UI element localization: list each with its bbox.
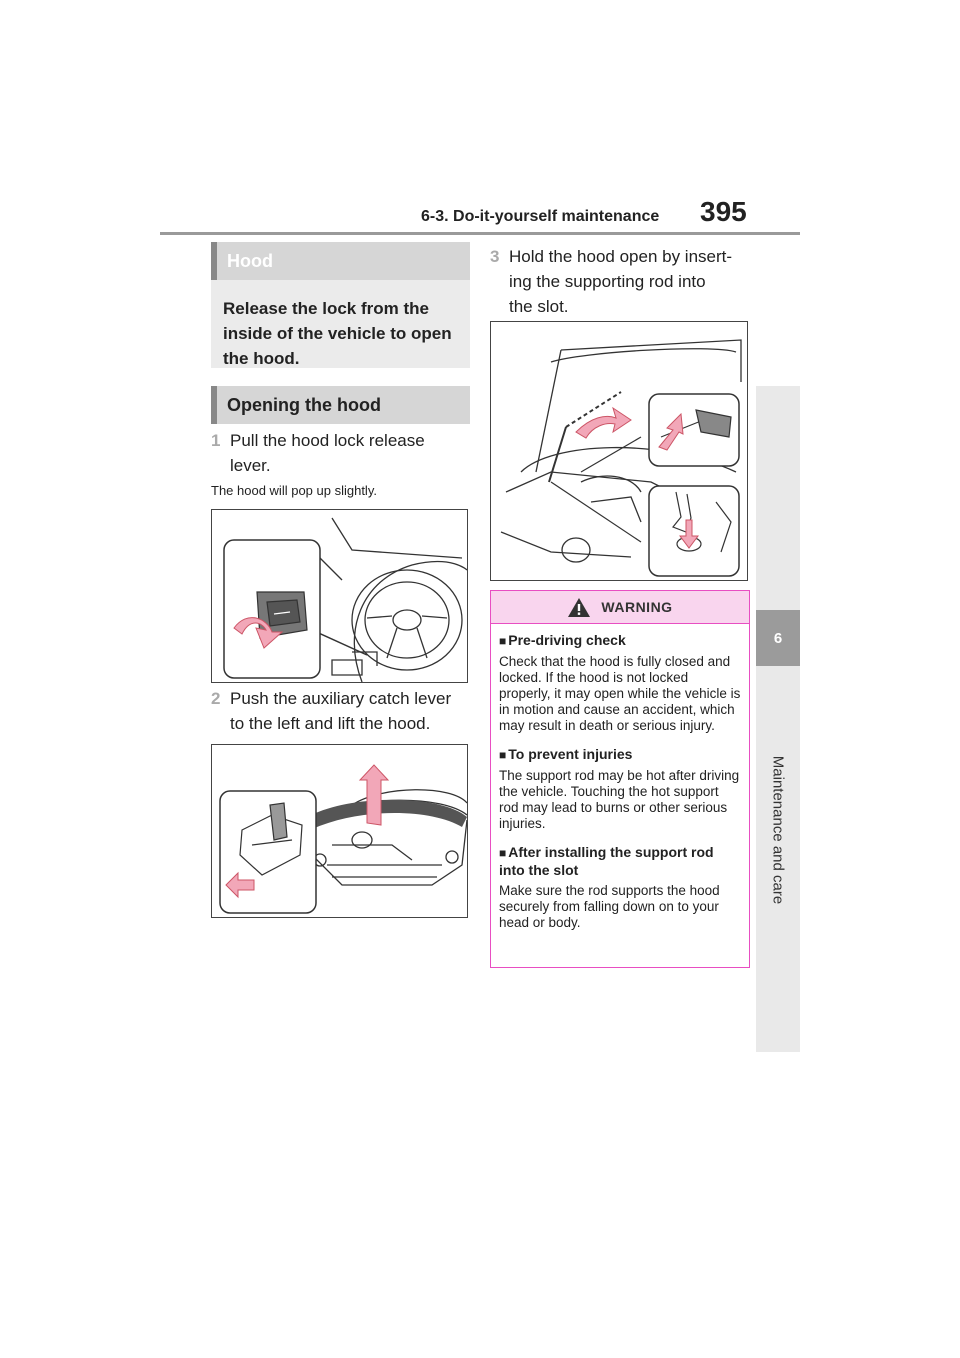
warning-box [490,590,750,968]
step-text: the slot. [509,297,569,316]
hood-intro: Release the lock from the inside of the vehicle to open the hood. [211,280,470,368]
bullet-square-icon: ■ [499,634,507,648]
figure-auxiliary-catch [211,744,468,918]
section-title: 6-3. Do-it-yourself maintenance [421,208,660,225]
step-text: Push the auxiliary catch lever [230,689,452,708]
warning-item-text: Make sure the rod supports the hood securely from falling down on to your head or body. [499,883,720,930]
step-text: Pull the hood lock release [230,431,425,450]
step-1-note: The hood will pop up slightly. [211,483,377,498]
step-1 [211,428,470,478]
step-text: lever. [230,456,271,475]
figure-hood-release-lever [211,509,468,683]
chapter-label: Maintenance and care [769,755,787,905]
warning-title: WARNING [601,599,673,615]
bullet-square-icon: ■ [499,846,507,860]
warning-item-text: The support rod may be hot after driving the vehicle. Touching the hot support rod may lead to burns or other serious injuries. [499,768,740,831]
step-text: ing the supporting rod into [509,272,706,291]
warning-item-heading: ■ After installing the support rod into the slot [499,844,714,878]
warning-header [491,591,749,624]
step-text: Hold the hood open by insert- [509,247,733,266]
step-number: 3 [490,247,500,266]
opening-heading: Opening the hood [211,386,470,424]
chapter-tab [756,386,800,1052]
step-number: 2 [211,689,221,708]
hood-heading: Hood [211,242,470,280]
step-number: 1 [211,431,221,450]
step-text: to the left and lift the hood. [230,714,431,733]
figure-support-rod [490,321,748,581]
warning-item-text: Check that the hood is fully closed and locked. If the hood is not locked properly, it may open while the vehicle is in motion and cause an accident, which may result in death or serious injury. [499,654,741,733]
bullet-square-icon: ■ [499,748,507,762]
chapter-number: 6 [756,610,800,666]
warning-triangle-icon [567,597,591,618]
warning-item-heading: ■ To prevent injuries [499,746,633,762]
header-rule [160,232,800,235]
page-number: 395 [700,196,747,227]
warning-item-heading: ■ Pre-driving check [499,632,626,648]
step-2 [211,686,470,736]
step-3 [490,244,755,319]
